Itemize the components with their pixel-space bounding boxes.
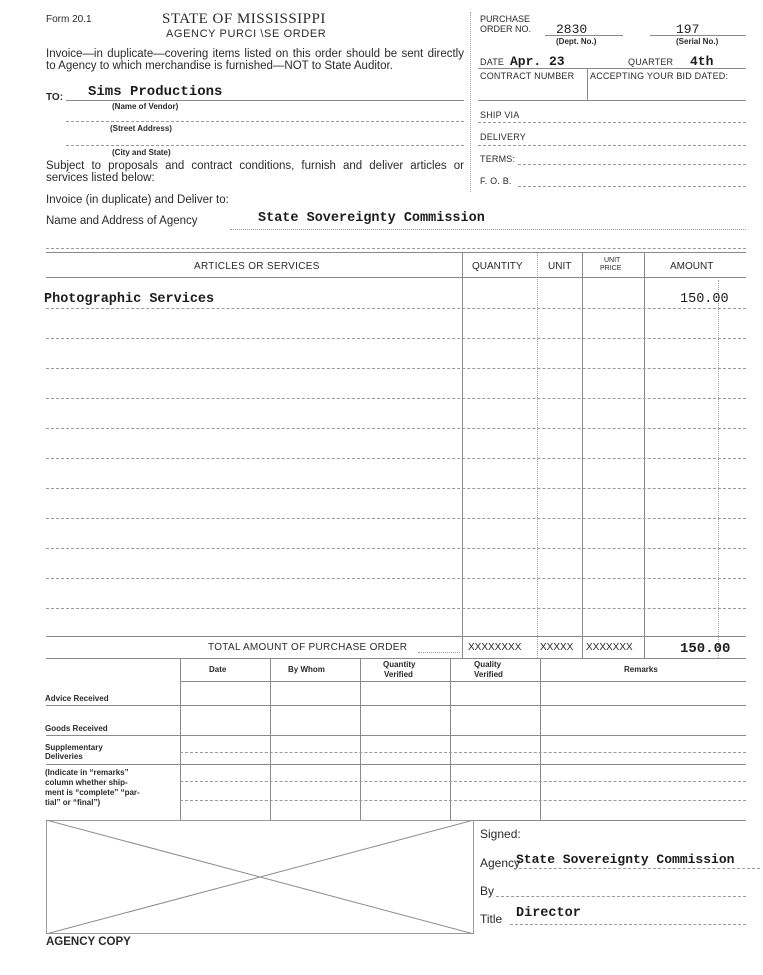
by-whom-column-header: By Whom [288, 665, 325, 674]
crossed-out-box [46, 820, 474, 934]
date-column-header: Date [209, 665, 227, 674]
title-label: Title [480, 912, 503, 926]
fob-label: F. O. B. [480, 176, 512, 186]
total-price-filler: XXXXXXX [586, 642, 633, 653]
unit-header: UNIT [548, 261, 572, 272]
page-title: STATE OF MISSISSIPPI [162, 11, 326, 27]
quantity-header: QUANTITY [472, 261, 523, 272]
quantity-verified-header-top: Quantity [383, 660, 416, 669]
street-caption: (Street Address) [110, 124, 172, 133]
deliver-to-line: Invoice (in duplicate) and Deliver to: [46, 194, 229, 206]
ship-via-label: SHIP VIA [480, 110, 520, 120]
to-label: TO: [46, 92, 64, 103]
goods-received-label: Goods Received [45, 724, 108, 733]
quality-verified-header-bottom: Verified [474, 670, 503, 679]
item-amount: 150.00 [680, 292, 729, 307]
remarks-note-line-2: column whether ship- [45, 778, 128, 787]
by-label: By [480, 884, 495, 898]
remarks-note-line-4: tial” or “final”) [45, 798, 101, 807]
contract-number-label: CONTRACT NUMBER [480, 71, 575, 81]
subject-text: Subject to proposals and contract conditions, furnish and deliver articles or services listed below: [46, 160, 464, 184]
city-caption: (City and State) [112, 148, 171, 157]
agency-copy-label: AGENCY COPY [46, 936, 131, 948]
quarter-value: 4th [690, 54, 714, 69]
cross-lines-icon [46, 820, 474, 934]
unit-price-header-top: UNIT [604, 257, 621, 264]
serial-number: 197 [676, 22, 700, 37]
order-no-label: ORDER NO. [480, 24, 532, 34]
quantity-verified-header-bottom: Verified [384, 670, 413, 679]
form-subtitle: AGENCY PURCI \SE ORDER [166, 28, 327, 40]
dept-number: 2830 [556, 22, 588, 37]
advice-received-label: Advice Received [45, 694, 109, 703]
dept-caption: (Dept. No.) [556, 37, 597, 46]
purchase-label: PURCHASE [480, 14, 531, 24]
form-number: Form 20.1 [46, 14, 92, 25]
delivery-label: DELIVERY [480, 132, 526, 142]
agency-signature-label: Agency [480, 856, 521, 870]
serial-caption: (Serial No.) [676, 37, 719, 46]
total-label: TOTAL AMOUNT OF PURCHASE ORDER [208, 642, 408, 653]
remarks-note-line-3: ment is “complete” “par- [45, 788, 140, 797]
total-quantity-filler: XXXXXXXX [468, 642, 522, 653]
title-value: Director [516, 906, 581, 921]
articles-header: ARTICLES OR SERVICES [194, 261, 320, 272]
item-description: Photographic Services [44, 292, 215, 307]
date-label: DATE [480, 57, 505, 67]
quarter-label: QUARTER [628, 57, 674, 67]
vendor-name: Sims Productions [88, 84, 223, 100]
order-date: Apr. 23 [510, 54, 565, 69]
agency-signature-value: State Sovereignty Commission [516, 852, 735, 867]
remarks-column-header: Remarks [624, 665, 658, 674]
agency-address: State Sovereignty Commission [258, 211, 485, 226]
vendor-name-caption: (Name of Vendor) [112, 102, 179, 111]
supplementary-label: Supplementary [45, 743, 103, 752]
bid-dated-label: ACCEPTING YOUR BID DATED: [590, 71, 729, 81]
total-unit-filler: XXXXX [540, 642, 574, 653]
signed-label: Signed: [480, 827, 521, 841]
agency-address-label: Name and Address of Agency [46, 215, 198, 227]
deliveries-label: Deliveries [45, 752, 83, 761]
remarks-note-line-1: (Indicate in “remarks” [45, 768, 129, 777]
quality-verified-header-top: Quality [474, 660, 502, 669]
invoice-instructions: Invoice—in duplicate—covering items listed on this order should be sent directly to Agency to which merchandise is furnished—NOT to State Auditor. [46, 48, 464, 72]
unit-price-header-bottom: PRICE [600, 265, 622, 272]
terms-label: TERMS: [480, 154, 516, 164]
total-amount: 150.00 [680, 641, 731, 657]
amount-header: AMOUNT [670, 261, 714, 272]
